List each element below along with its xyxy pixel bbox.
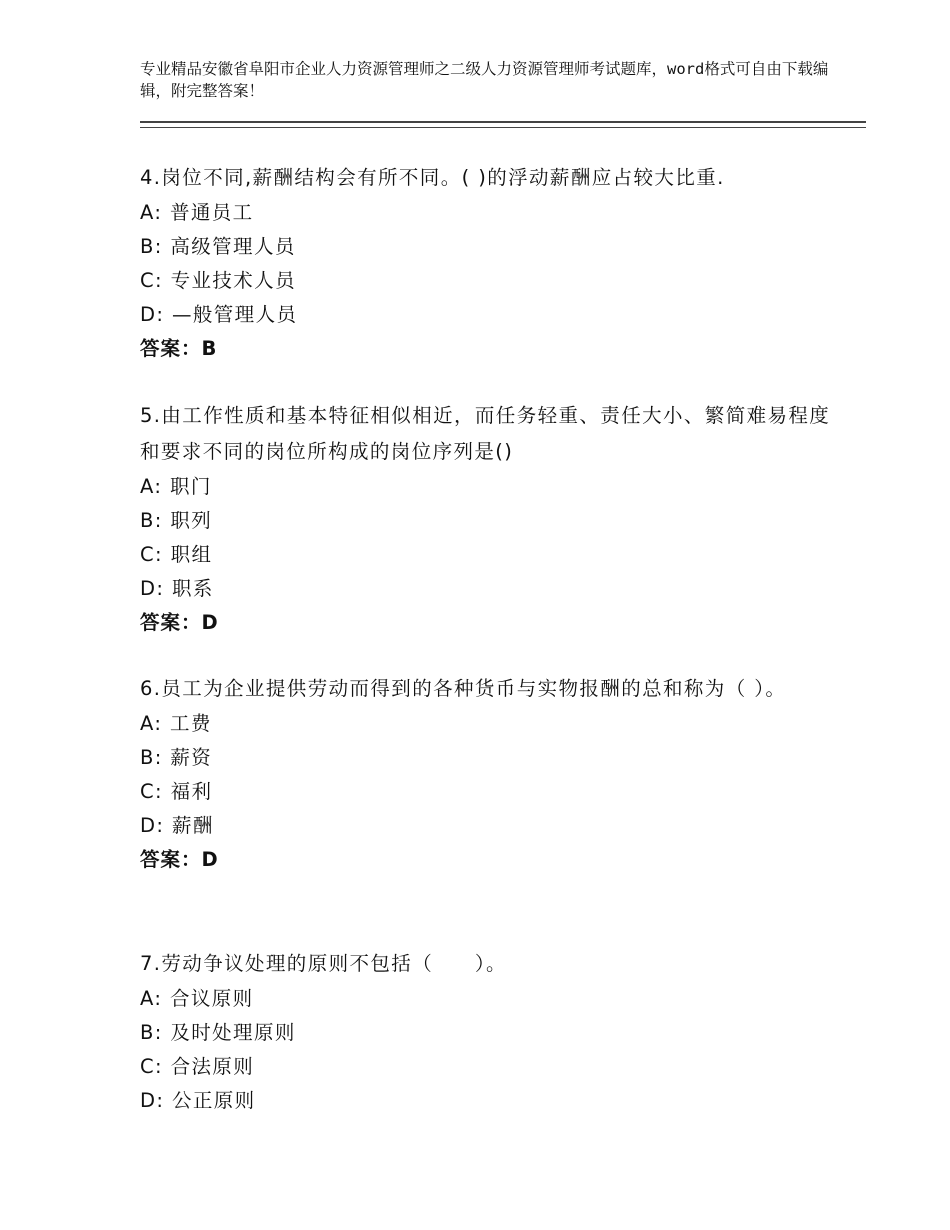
question-4 <box>140 160 840 366</box>
option-c: C: 专业技术人员 <box>140 269 296 292</box>
option-c: C: 福利 <box>140 780 213 803</box>
question-stem: 4.岗位不同,薪酬结构会有所不同。( )的浮动薪酬应占较大比重. <box>140 166 725 189</box>
option-d: D: 薪酬 <box>140 814 214 837</box>
option-c: C: 合法原则 <box>140 1055 255 1078</box>
option-b: B: 薪资 <box>140 746 213 769</box>
question-6 <box>140 671 840 877</box>
header-divider <box>140 121 866 128</box>
question-stem: 5.由工作性质和基本特征相似相近，而任务轻重、责任大小、繁简难易程度和要求不同的岗位所构成的岗位序列是() <box>140 404 831 463</box>
question-stem: 7.劳动争议处理的原则不包括（ ）。 <box>140 952 507 975</box>
document-header: 专业精品安徽省阜阳市企业人力资源管理师之二级人力资源管理师考试题库，word格式可自由下载编辑，附完整答案！ <box>140 60 829 100</box>
option-c: C: 职组 <box>140 543 213 566</box>
question-7 <box>140 946 840 1118</box>
option-b: B: 及时处理原则 <box>140 1021 296 1044</box>
option-a: A: 合议原则 <box>140 987 254 1010</box>
option-d: D: —般管理人员 <box>140 303 298 326</box>
option-d: D: 公正原则 <box>140 1089 256 1112</box>
option-d: D: 职系 <box>140 577 214 600</box>
option-a: A: 工费 <box>140 712 212 735</box>
option-a: A: 普通员工 <box>140 201 254 224</box>
answer-label: 答案：B <box>140 337 218 360</box>
option-b: B: 高级管理人员 <box>140 235 296 258</box>
answer-label: 答案：D <box>140 848 219 871</box>
question-stem: 6.员工为企业提供劳动而得到的各种货币与实物报酬的总和称为（ ）。 <box>140 677 787 700</box>
option-b: B: 职列 <box>140 509 213 532</box>
option-a: A: 职门 <box>140 475 212 498</box>
question-5 <box>140 398 840 640</box>
answer-label: 答案：D <box>140 611 219 634</box>
